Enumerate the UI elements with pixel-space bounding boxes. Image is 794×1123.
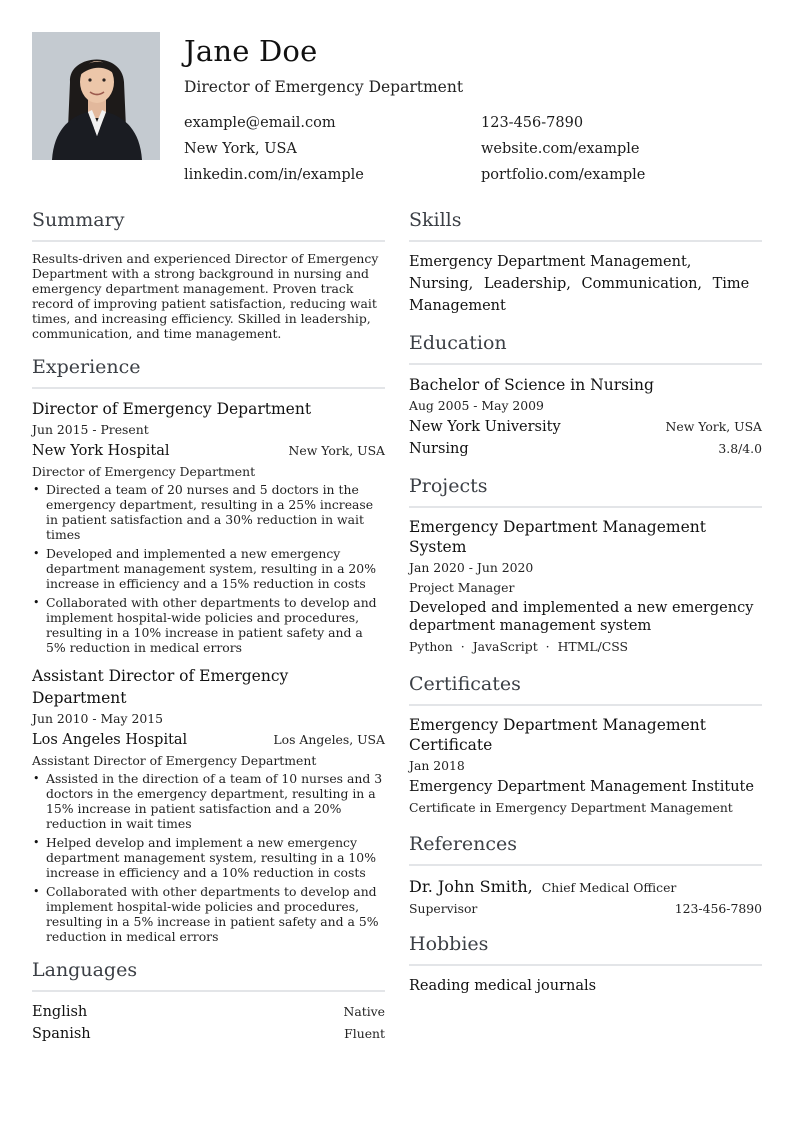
job-title: Assistant Director of Emergency Department xyxy=(32,667,289,707)
contact-linkedin[interactable]: linkedin.com/in/example xyxy=(184,167,364,183)
job-entry xyxy=(32,665,385,944)
project-dates: Jan 2020 - Jun 2020 xyxy=(409,560,534,575)
project-description: Developed and implemented a new emergency department management system xyxy=(409,600,754,634)
language-level: Native xyxy=(343,1004,385,1019)
projects-section xyxy=(409,474,762,658)
certificates-heading: Certificates xyxy=(409,672,762,706)
contact-column-right xyxy=(481,114,645,192)
job-bullets xyxy=(32,482,385,655)
education-location: New York, USA xyxy=(665,419,762,434)
certificates-section xyxy=(409,672,762,818)
education-school-row xyxy=(409,416,762,438)
candidate-headline: Director of Emergency Department xyxy=(184,78,464,96)
project-name: Emergency Department Management System xyxy=(409,518,706,556)
contact-website[interactable]: website.com/example xyxy=(481,141,640,157)
languages-section xyxy=(32,958,385,1045)
job-bullet: • Developed and implemented a new emergency department management system, resulting in a 20% increase in efficiency and a 15% reduction in costs xyxy=(32,546,385,591)
skills-section xyxy=(409,208,762,317)
reference-details-row xyxy=(409,900,762,918)
education-gpa: 3.8/4.0 xyxy=(718,441,762,456)
education-field: Nursing xyxy=(409,441,469,457)
summary-section xyxy=(32,208,385,341)
reference-name-line xyxy=(409,875,762,900)
languages-heading: Languages xyxy=(32,958,385,992)
education-section xyxy=(409,331,762,460)
job-bullet: • Collaborated with other departments to develop and implement hospital-wide policies and procedures, resulting in a 10% increase in patient safety and a 5% reduction in medical errors xyxy=(32,595,385,655)
skill-item: Time Management xyxy=(409,276,750,314)
project-tech-item: JavaScript xyxy=(472,639,538,654)
contact-location: New York, USA xyxy=(184,141,297,157)
reference-position: Chief Medical Officer xyxy=(541,880,677,895)
experience-section xyxy=(32,355,385,944)
project-tech-item: HTML/CSS xyxy=(557,639,629,654)
contact-column-left xyxy=(184,114,364,192)
certificate-description: Certificate in Emergency Department Management xyxy=(409,800,733,815)
project-tech-list xyxy=(409,636,762,658)
job-subtitle: Director of Emergency Department xyxy=(32,464,256,479)
job-bullet: • Collaborated with other departments to develop and implement hospital-wide policies and procedures, resulting in a 5% increase in patient safety and a 5% reduction in medical errors xyxy=(32,884,385,944)
job-dates: Jun 2010 - May 2015 xyxy=(32,711,164,726)
reference-name: Dr. John Smith, xyxy=(409,877,533,896)
certificate-issuer: Emergency Department Management Institute xyxy=(409,779,754,795)
job-bullet: • Directed a team of 20 nurses and 5 doctors in the emergency department, resulting in a 25% increase in patient satisfaction and a 30% reduction in wait times xyxy=(32,482,385,542)
project-tech-item: Python xyxy=(409,639,453,654)
education-school: New York University xyxy=(409,419,561,435)
skill-item: Emergency Department Management, xyxy=(409,254,692,270)
education-heading: Education xyxy=(409,331,762,365)
right-column xyxy=(409,208,762,1011)
references-section xyxy=(409,832,762,918)
job-entry xyxy=(32,398,385,655)
language-name: English xyxy=(32,1004,88,1020)
job-company-row xyxy=(32,440,385,462)
skill-item: Nursing, xyxy=(409,276,474,292)
job-company: Los Angeles Hospital xyxy=(32,732,188,748)
reference-phone[interactable]: 123-456-7890 xyxy=(674,901,762,916)
education-degree: Bachelor of Science in Nursing xyxy=(409,376,654,394)
resume-header xyxy=(32,32,762,192)
skill-item: Leadership, xyxy=(483,276,571,292)
job-bullet: • Assisted in the direction of a team of 10 nurses and 3 doctors in the emergency department, resulting in a 15% increase in patient satisfaction and a 20% reduction in wait times xyxy=(32,771,385,831)
certificate-name: Emergency Department Management Certificate xyxy=(409,716,706,754)
hobbies-heading: Hobbies xyxy=(409,932,762,966)
project-role: Project Manager xyxy=(409,580,515,595)
hobby-item: Reading medical journals xyxy=(409,978,597,994)
job-location: Los Angeles, USA xyxy=(273,732,385,747)
summary-text: Results-driven and experienced Director of Emergency Department with a strong background in nursing and emergency department management. Proven track record of improving patient satisfaction, reducing wait times, and increasing efficiency. Skilled in leadership, communication, and time management. xyxy=(32,251,379,341)
candidate-name: Jane Doe xyxy=(184,34,318,68)
projects-heading: Projects xyxy=(409,474,762,508)
tech-separator: · xyxy=(545,639,550,654)
language-name: Spanish xyxy=(32,1026,91,1042)
left-column xyxy=(32,208,385,1059)
experience-heading: Experience xyxy=(32,355,385,389)
contact-portfolio[interactable]: portfolio.com/example xyxy=(481,167,646,183)
job-dates: Jun 2015 - Present xyxy=(32,422,149,437)
job-company: New York Hospital xyxy=(32,443,170,459)
language-row xyxy=(32,1023,385,1045)
certificate-date: Jan 2018 xyxy=(409,758,465,773)
hobbies-section xyxy=(409,932,762,997)
references-heading: References xyxy=(409,832,762,866)
profile-photo xyxy=(32,32,160,160)
contact-email[interactable]: example@email.com xyxy=(184,115,336,131)
job-bullets xyxy=(32,771,385,944)
skills-heading: Skills xyxy=(409,208,762,242)
job-title: Director of Emergency Department xyxy=(32,400,312,418)
education-field-row xyxy=(409,438,762,460)
job-location: New York, USA xyxy=(288,443,385,458)
language-row xyxy=(32,1001,385,1023)
language-level: Fluent xyxy=(344,1026,385,1041)
job-bullet: • Helped develop and implement a new emergency department management system, resulting in a 10% increase in efficiency and a 10% reduction in costs xyxy=(32,835,385,880)
profile-photo-image xyxy=(32,32,160,160)
summary-heading: Summary xyxy=(32,208,385,242)
job-company-row xyxy=(32,729,385,751)
skills-list xyxy=(409,251,762,317)
contact-phone[interactable]: 123-456-7890 xyxy=(481,115,584,131)
job-subtitle: Assistant Director of Emergency Department xyxy=(32,753,317,768)
education-dates: Aug 2005 - May 2009 xyxy=(409,398,544,413)
reference-relation: Supervisor xyxy=(409,901,478,916)
skill-item: Communication, xyxy=(581,276,703,292)
tech-separator: · xyxy=(460,639,465,654)
